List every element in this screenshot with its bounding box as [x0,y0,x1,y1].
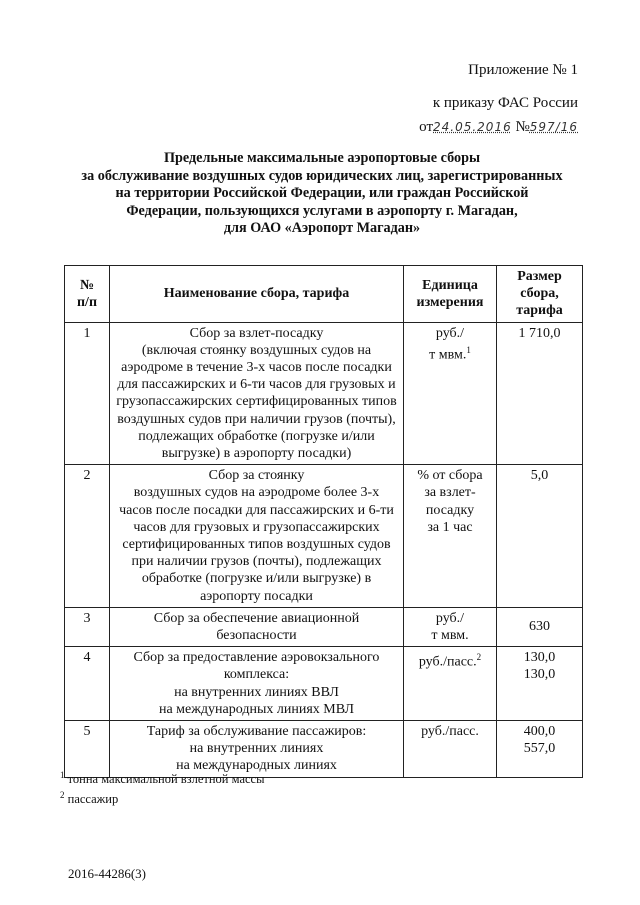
fee-name: Сбор за обеспечение авиационной безопасности [110,607,404,646]
table-header-row [65,266,583,323]
table-row [65,465,583,608]
fee-name: Сбор за взлет-посадку (включая стоянку воздушных судов на аэродроме в течение 3-х часов после посадки для пассажирских и 6-ти часов для грузовых и грузопассажирских сертифицированных типов воздушных судов при наличии грузов (почты), подлежащих обработке (погрузке и/или выгрузке) в аэропорту посадки) [110,322,404,465]
row-number: 3 [65,607,110,646]
number-sign: № [515,119,530,135]
table-row [65,647,583,721]
fee-value: 130,0 130,0 [497,647,583,721]
handwritten-number: 597/16 [529,120,578,134]
document-code: 2016-44286(3) [68,866,146,881]
fee-name: Сбор за стоянку воздушных судов на аэродроме более 3-х часов после посадки для пассажирских и 6-ти часов для грузовых и грузопассажирских сертифицированных типов воздушных судов при наличии грузов (почты), подлежащих обработке (погрузке и/или выгрузке) в аэропорту посадки [110,465,404,608]
fee-value: 400,0 557,0 [497,721,583,778]
title-line: на территории Российской Федерации, или граждан Российской [115,185,529,201]
title-line: для ОАО «Аэропорт Магадан» [223,220,421,236]
footnote: $^2$ пассажир [60,790,119,807]
table-row [65,322,583,465]
title-line: Предельные максимальные аэропортовые сборы [163,150,481,166]
title-line: Федерации, пользующихся услугами в аэропорту г. Магадан, [126,202,518,219]
document-title [60,150,584,238]
date-prefix: от [419,119,433,135]
header-unit: Единица измерения [404,266,497,323]
footnote-mark: 1 [466,344,471,355]
fee-unit: руб./пасс. [404,721,497,778]
header-num: № п/п [65,266,110,323]
header-name: Наименование сбора, тарифа [110,266,404,323]
appendix-label: Приложение № 1 [468,62,578,78]
row-number: 2 [65,465,110,608]
footnote-mark: 2 [476,652,482,663]
fee-name: Тариф за обслуживание пассажиров: на внутренних линиях на международных линиях [110,721,404,778]
row-number: 4 [65,647,110,721]
fee-value: 5,0 [497,465,583,608]
fees-table [64,265,583,778]
fee-value: 630 [497,607,583,646]
fee-unit: руб./ т мвм.$^1$ [404,322,497,465]
order-reference: к приказу ФАС России [432,95,578,111]
header-value: Размер сбора, тарифа [497,266,583,323]
title-line: за обслуживание воздушных судов юридических лиц, зарегистрированных [81,167,563,184]
table-row [65,607,583,646]
fee-unit: руб./ т мвм. [404,607,497,646]
fee-unit: % от сбора за взлет- посадку за 1 час [404,465,497,608]
fee-value: 1 710,0 [497,322,583,465]
fee-name: Сбор за предоставление аэровокзального комплекса: на внутренних линиях ВВЛ на международных линиях МВЛ [110,647,404,721]
row-number: 1 [65,322,110,465]
row-number: 5 [65,721,110,778]
footnote: $^1$ тонна максимальной взлетной массы [60,770,265,787]
handwritten-date: 24.05.2016 [433,120,512,134]
footnotes [60,767,264,807]
order-date-line [419,119,578,136]
fee-unit: руб./пасс.$^2$ [404,647,497,721]
